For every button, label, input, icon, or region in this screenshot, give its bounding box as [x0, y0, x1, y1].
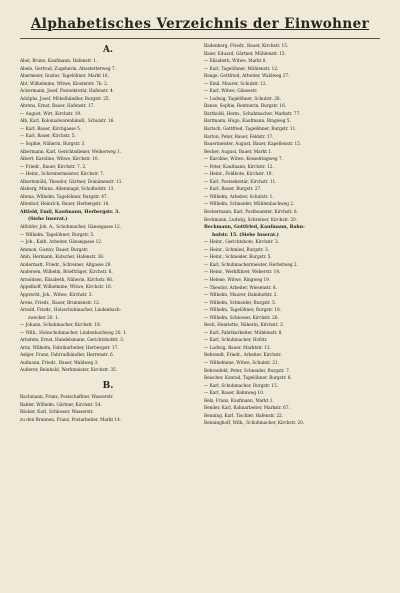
directory-entry: hofstr. 15. (Siehe Inserat.) [212, 232, 279, 238]
directory-entry: Arens, Friedr., Bauer, Brunnenstr. 12. [20, 300, 101, 306]
directory-entry: Abermeier, Gustav, Tagelöhner, Markt 16. [20, 74, 109, 80]
directory-entry: — Karl, Schuhmachermeister, Herbstweg 2. [204, 262, 298, 268]
directory-entry: Belz, Franz, Kaufmann, Markt 1. [204, 398, 274, 404]
directory-entry: Bachmann, Franz, Postschaffner, Wasserstr. [20, 394, 114, 400]
directory-entry: — Karl, Postsekretär, Kirchstr. 11. [204, 179, 277, 185]
directory-entry: — Wilhelm, Schneider, Burgstr. 5. [204, 300, 277, 306]
directory-entry: Außerer, Reinhold, Werkmeister, Kirchstr. 35. [20, 368, 118, 374]
directory-entry: Alsberg, Minna, Altenmagd, Schulhofstr. 13. [20, 187, 115, 193]
directory-entry: — Wilhelm, Tagelöhner, Burgstr. 5. [20, 232, 95, 238]
directory-entry: — Joh., Kath. Arbeiter, Gänsegasse 12. [20, 240, 103, 246]
directory-entry: — Heinr., Gerichtsbote, Kirchstr. 3. [204, 240, 279, 246]
directory-entry: Beischer, Konrad, Tagelöhner, Burgstr. 8. [204, 376, 292, 382]
directory-entry: — Karoline, Witwe, Kesselringweg 7. [204, 157, 283, 163]
directory-entry: — Heinr., Feldbote, Kirchstr. 19. [204, 172, 273, 178]
directory-entry: Ammon, Gustav, Bauer, Burgstr. [20, 247, 89, 253]
directory-entry: — Heinr., Werkführer, Weberstr. 14. [204, 270, 281, 276]
directory-entry: Arnold, Friedr., Holzschuhmacher, Lindenbach- [20, 308, 122, 314]
directory-entry: — Emil, Maurer, Schulstr. 12. [204, 81, 267, 87]
directory-entry: — Karl, Tagelöhner, Mühlenstr. 12. [204, 66, 279, 72]
right-column-entries [204, 43, 380, 428]
directory-entry: Altfeld, Emil, Kaufmann, Herbergstr. 3. [20, 209, 120, 215]
directory-entry: Abel, Bruno, Kaufmann, Hafenstr. 1. [20, 59, 98, 64]
directory-entry: — August, Wirt, Kirchstr. 19. [20, 111, 82, 117]
directory-entry: Bartholdi, Herm., Schuhmacher, Markstr. 77. [204, 111, 301, 117]
left-column [20, 43, 196, 428]
directory-entry: Bartmann, Hugo, Kaufmann, Ringweg 5. [204, 119, 291, 125]
directory-entry: — Karl, Fabrikarbeiter, Mühlenstr. 8. [204, 330, 283, 336]
directory-entry: Amh, Hermann, Kutscher, Hafenstr. 36. [20, 255, 105, 261]
directory-entry: Althöfer, Joh. A., Schuhmacher, Gänsegasse 12. [20, 225, 122, 231]
section-b-entries [20, 394, 196, 424]
directory-entry: Bender, Karl, Bahnarbeiter, Markstr. 67. [204, 406, 290, 412]
directory-entry: Beckmann, Gottfried, Kaufmann, Bahn- [204, 225, 305, 231]
directory-entry: Aufmann, Friedr., Bauer, Waldweg 3. [20, 360, 99, 366]
directory-entry: — Karl, Witwe, Gänsestr. [204, 89, 258, 95]
directory-entry: Beckmann, Ludwig, Schreiner, Kirchstr. 20. [204, 217, 298, 223]
directory-entry: Appelhoff, Wilhelmine, Witwe, Kirchstr. 16. [20, 285, 113, 291]
directory-entry: — Heinr., Schreinermeister, Kirchstr. 7. [20, 172, 105, 178]
directory-entry: Abt, Wilhelmine, Witwe, Klosterstr. 7b. 2. [20, 81, 109, 87]
directory-entry: Andersen, Wilhelm, Briefträger, Kirchstr. 6. [20, 270, 113, 276]
directory-entry: Babler, Wilhelm, Gärtner, Kirchstr. 54. [20, 402, 102, 408]
section-letter-b: B. [102, 380, 114, 391]
directory-entry: Arnz, Wilhelm, Fabrikarbeiter, Herbergstr. 17. [20, 345, 119, 351]
section-a-entries [20, 58, 196, 375]
directory-entry: — Wilhelm, Tagelöhner, Burgstr. 18. [204, 308, 282, 314]
directory-entry: Behrenfeld, Peter, Schneider, Burgstr. 7. [204, 368, 291, 374]
directory-entry: Benning, Karl, Tischler, Hafenstr. 22. [204, 413, 284, 419]
directory-entry: Alb, Karl, Kolonialwarenhändl., Schulstr. 16. [20, 119, 115, 125]
directory-entry: Altenhof, Heinrich, Bauer, Herbergstr. 18. [20, 202, 110, 208]
directory-entry: — Sophie, Näherin, Burgstr. 3. [20, 142, 86, 148]
directory-entry: Behrendt, Friedr., Arbeiter, Kirchstr. [204, 353, 282, 359]
directory-entry: Altena, Wilhelm, Tagelöhner, Burgstr. 47. [20, 194, 108, 200]
directory-entry: Arnstein, Ernst, Handelsmann, Gerichtshofstr. 3. [20, 338, 125, 344]
directory-entry: zwecker 20. 1. [28, 315, 60, 321]
directory-entry: Bange, Gottfried, Arbeiter, Waldweg 27. [204, 74, 290, 80]
directory-entry: Bauermeister, August, Bauer, Kapellenstr. 15. [204, 142, 302, 148]
directory-entry: — Ludwig, Tagelöhner, Schulstr. 28. [204, 96, 281, 102]
directory-entry: Ackermann, Josef, Postsekretär, Hafenstr. 4. [20, 89, 114, 95]
directory-entry: Bartsch, Gottfried, Tagelöhner, Burgstr. 11. [204, 127, 297, 133]
directory-entry: — Karl, Bauer, Kirchstr. 5. [20, 134, 76, 140]
directory-entry: — Karl, Schuhmacher, Hofstr. [204, 338, 268, 344]
directory-entry: Ahrens, Ernst, Bauer, Hafenstr. 17. [20, 104, 95, 110]
directory-entry: — Wilhelm, Schneider, Mühlenbachweg 2. [204, 202, 295, 208]
directory-entry: Benninghoff, Wilh., Schuhmacher, Kirchstr. 20. [204, 421, 305, 427]
directory-columns [20, 43, 380, 428]
directory-entry: Adolphs, Josef, Möbelhändler, Burgstr. 25. [20, 96, 110, 102]
directory-entry: Badenberg, Friedr., Bauer, Kirchstr. 15. [204, 44, 289, 49]
directory-entry: Albermann, Karl, Gerichtsdiener, Weiherweg 1. [20, 149, 121, 155]
right-column [204, 43, 380, 428]
directory-entry: Becker, August, Bauer, Markt 1. [204, 149, 273, 155]
directory-entry: — Karl, Bauer, Bahnweg 10. [204, 391, 265, 397]
directory-entry: — Wilh., Holzschuhmacher, Lindenbachweg 20. 1. [20, 330, 128, 336]
directory-entry: zu den Brunnen, Franz, Postarbeiter, Markt 14. [20, 417, 122, 423]
directory-entry: Arnoldsen, Elisabeth, Näherin, Kirchstr. 66. [20, 277, 114, 283]
directory-entry: Andermatt, Friedr., Schreiner, Altgasse 29. [20, 262, 112, 268]
directory-entry: — Elisabeth, Witwe, Markt 8. [204, 59, 267, 65]
directory-entry: — Theodor, Arbeiter, Wiesenstr. 8. [204, 285, 277, 291]
directory-entry: — Heinr., Schneider, Burgstr. 5. [204, 255, 272, 261]
directory-entry: Bäcker, Karl, Schlosser, Wasserstr. [20, 410, 94, 416]
directory-entry: Beck, Henriette, Näherin, Kirchstr. 3. [204, 323, 285, 329]
directory-entry: — Wilhelm, Schlosser, Kirchstr. 26. [204, 315, 279, 321]
directory-entry: — Helene, Witwe, Ringweg 19. [204, 277, 271, 283]
directory-entry: Beckermann, Karl, Postbeamter, Kirchstr. 8. [204, 210, 298, 216]
directory-entry: Abele, Gertrud, Zugeherin, Altestetterweg 7. [20, 66, 116, 72]
directory-entry: — Ludwig, Bauer, Marktstr. 13. [204, 345, 271, 351]
directory-entry: — Wilhelmine, Witwe, Schulstr. 21. [204, 360, 279, 366]
directory-entry: Barton, Peter, Bauer, Feldstr. 17. [204, 134, 274, 140]
directory-entry: — Wilhelm, Arbeiter, Schulstr. 1. [204, 194, 274, 200]
directory-entry: — Peter, Kaufmann, Kirchstr. 12. [204, 164, 274, 170]
directory-entry: Asbjer, Franz, Fahrradhändler, Herrenstr. 6. [20, 353, 114, 359]
directory-entry: Baier, Eduard, Gärtner, Mühlenstr. 15. [204, 51, 286, 57]
title-rule [20, 38, 380, 39]
section-letter-a: A. [102, 45, 114, 55]
directory-entry: — Wilhelm, Maurer, Bahnhofstr. 2. [204, 293, 278, 299]
directory-entry: — Karl, Bauer, Burgstr. 27. [204, 187, 262, 193]
directory-entry: Albert, Karoline, Witwe, Kirchstr. 10. [20, 157, 99, 163]
directory-entry: (Siehe Inserat.) [28, 217, 68, 223]
directory-entry: — Friedr., Bauer, Kirchstr. 7. 2. [20, 164, 87, 170]
directory-entry: — Johann, Schuhmacher, Kirchstr. 18. [20, 323, 101, 329]
directory-entry: Albertsmühl, Theodor, Gärtner, Domänenstr. 11. [20, 179, 123, 185]
directory-entry: Banse, Sophie, Rentnerin, Burgstr. 16. [204, 104, 287, 110]
page-title: Alphabetisches Verzeichnis der Einwohner [30, 16, 370, 32]
directory-entry: — Heinr., Schmied, Burgstr. 3. [204, 247, 269, 253]
directory-entry: Apprecht, Joh., Witwe, Kirchstr. 3. [20, 292, 93, 298]
directory-entry: — Karl, Schuhmacher, Burgstr. 15. [204, 383, 279, 389]
directory-entry: — Karl, Bauer, Kirchgasse 5. [20, 126, 82, 132]
